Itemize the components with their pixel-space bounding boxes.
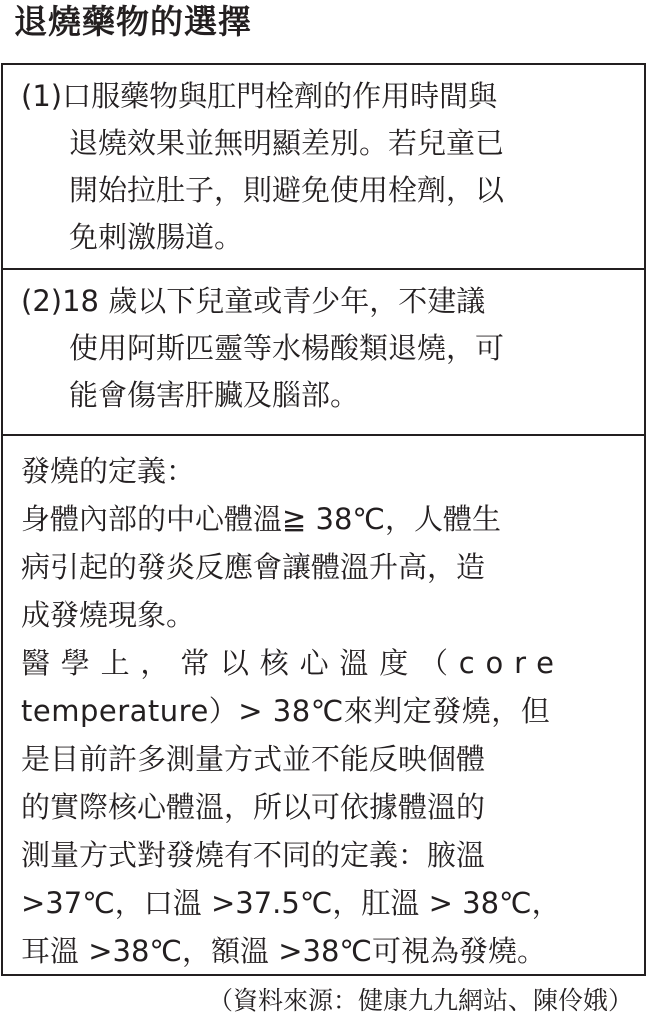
paragraph-3 (21, 447, 633, 975)
paragraph-line: 使用阿斯匹靈等水楊酸類退燒，可 (69, 331, 505, 365)
paragraph-2 (21, 278, 633, 419)
paragraph-line: >37℃，口溫 >37.5℃，肛溫 > 38℃， (21, 886, 561, 920)
paragraph-line: 的實際核心體溫，所以可依據體溫的 (21, 790, 486, 824)
paragraph-line: 病引起的發炎反應會讓體溫升高，造 (21, 550, 486, 584)
paragraph-line: 耳溫 >38℃，額溫 >38℃可視為發燒。 (21, 934, 546, 968)
section-oral-vs-suppository (3, 65, 644, 270)
definition-heading: 發燒的定義： (21, 454, 196, 488)
paragraph-line: 測量方式對發燒有不同的定義：腋溫 (21, 838, 486, 872)
paragraph-line: 開始拉肚子，則避免使用栓劑，以 (69, 173, 505, 207)
paragraph-line: temperature）> 38℃來判定發燒，但 (21, 694, 551, 728)
paragraph-line: (1)口服藥物與肛門栓劑的作用時間與 (21, 79, 498, 113)
paragraph-line: 免刺激腸道。 (69, 220, 244, 254)
paragraph-line: (2)18 歲以下兒童或青少年，不建議 (21, 284, 486, 318)
section-fever-definition (3, 436, 644, 976)
info-box (1, 63, 646, 976)
page-title: 退燒藥物的選擇 (14, 2, 252, 41)
paragraph-line: 醫學上，常以核心溫度（core (21, 646, 565, 680)
source-credit: （資料來源：健康九九網站、陳伶娥） (207, 986, 633, 1015)
paragraph-line: 是目前許多測量方式並不能反映個體 (21, 742, 486, 776)
paragraph-1 (21, 73, 633, 261)
paragraph-line: 退燒效果並無明顯差別。若兒童已 (69, 126, 505, 160)
paragraph-line: 成發燒現象。 (21, 598, 196, 632)
section-aspirin-warning (3, 270, 644, 436)
paragraph-line: 能會傷害肝臟及腦部。 (69, 378, 360, 412)
paragraph-line: 身體內部的中心體溫≧ 38℃，人體生 (21, 502, 501, 536)
